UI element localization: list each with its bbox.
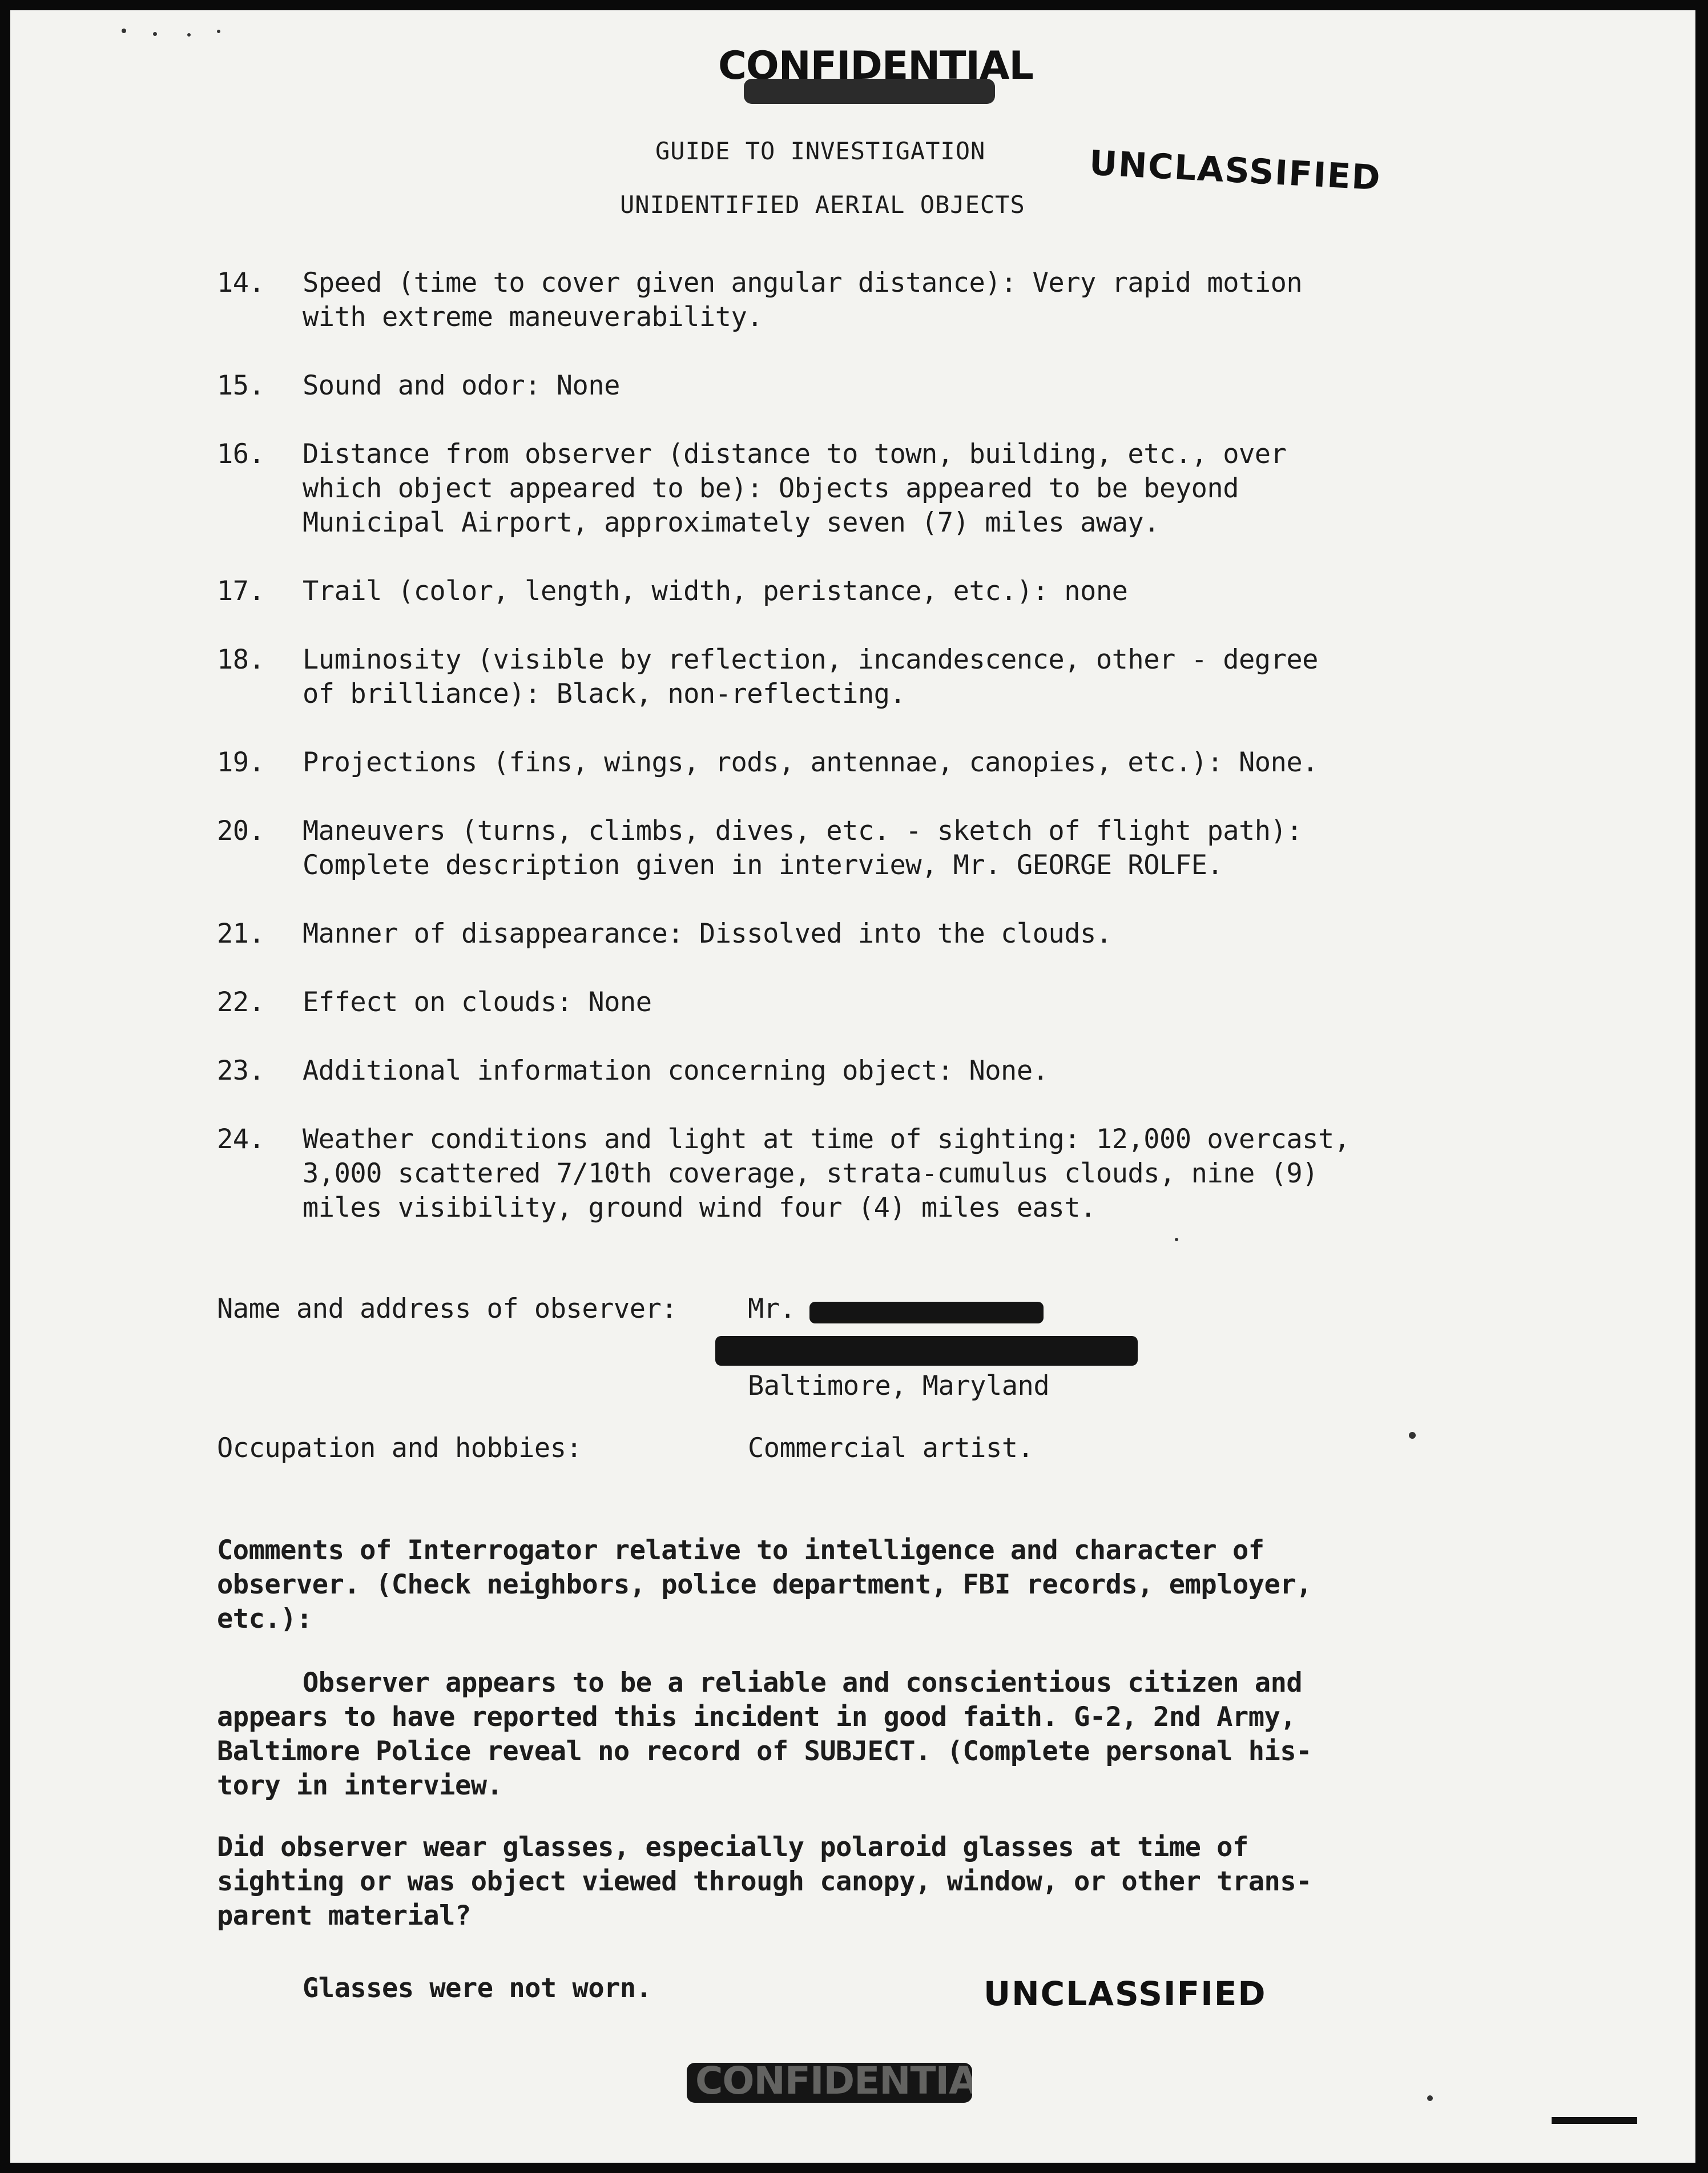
document-page xyxy=(10,10,1695,2163)
observer-city: Baltimore, Maryland xyxy=(748,1370,1050,1402)
document-subtitle: UNIDENTIFIED AERIAL OBJECTS xyxy=(620,191,1025,219)
scan-speck xyxy=(1409,1432,1416,1439)
item-text xyxy=(303,917,1112,951)
item-line: Speed (time to cover given angular distance): Very rapid motion xyxy=(303,267,1303,299)
item-line: Manner of disappearance: Dissolved into the clouds. xyxy=(303,918,1112,949)
item-number: 19. xyxy=(217,747,265,778)
scan-speck xyxy=(1175,1238,1178,1241)
item-number: 17. xyxy=(217,576,265,607)
occupation-label: Occupation and hobbies: xyxy=(217,1432,582,1464)
scan-speck xyxy=(153,32,157,36)
item-text xyxy=(303,574,1127,609)
unclassified-stamp-bottom: UNCLASSIFIED xyxy=(984,1974,1267,2013)
item-line: Weather conditions and light at time of sighting: 12,000 overcast, xyxy=(303,1124,1350,1155)
paragraph-line: observer. (Check neighbors, police department, FBI records, employer, xyxy=(217,1569,1312,1600)
confidential-stamp-bottom: CONFIDENTIAL xyxy=(695,2059,1001,2103)
item-text xyxy=(303,814,1302,883)
item-line: Municipal Airport, approximately seven (7) miles away. xyxy=(303,507,1160,538)
confidential-stamp-top: CONFIDENTIAL xyxy=(718,43,1033,88)
item-number: 16. xyxy=(217,438,265,470)
item-number: 15. xyxy=(217,370,265,401)
comments-question xyxy=(217,1534,1312,1636)
item-text xyxy=(303,1122,1350,1225)
scan-speck xyxy=(187,33,191,37)
paragraph-line: sighting or was object viewed through canopy, window, or other trans- xyxy=(217,1866,1312,1897)
item-number: 23. xyxy=(217,1055,265,1086)
item-number: 18. xyxy=(217,644,265,675)
item-line: Additional information concerning object: None. xyxy=(303,1055,1049,1086)
paragraph-line: Comments of Interrogator relative to intelligence and character of xyxy=(217,1535,1264,1566)
item-line: Sound and odor: None xyxy=(303,370,620,401)
item-line: with extreme maneuverability. xyxy=(303,301,763,333)
paragraph-line: appears to have reported this incident in good faith. G-2, 2nd Army, xyxy=(217,1701,1296,1733)
item-line: Complete description given in interview, Mr. GEORGE ROLFE. xyxy=(303,850,1223,881)
item-number: 22. xyxy=(217,987,265,1018)
paragraph-line: Did observer wear glasses, especially polaroid glasses at time of xyxy=(217,1832,1248,1863)
item-line: Distance from observer (distance to town, building, etc., over xyxy=(303,438,1287,470)
item-line: 3,000 scattered 7/10th coverage, strata-cumulus clouds, nine (9) xyxy=(303,1158,1318,1189)
item-text xyxy=(303,985,652,1020)
paragraph-line: Observer appears to be a reliable and conscientious citizen and xyxy=(303,1667,1303,1699)
item-text xyxy=(303,1054,1048,1088)
item-line: Trail (color, length, width, peristance, etc.): none xyxy=(303,576,1128,607)
item-number: 24. xyxy=(217,1124,265,1155)
observer-name-label: Name and address of observer: xyxy=(217,1293,678,1325)
item-line: which object appeared to be): Objects appeared to be beyond xyxy=(303,473,1239,504)
item-number: 21. xyxy=(217,918,265,949)
scan-speck xyxy=(217,30,220,33)
scan-speck xyxy=(1427,2095,1433,2101)
occupation-value: Commercial artist. xyxy=(748,1432,1034,1464)
document-title: GUIDE TO INVESTIGATION xyxy=(655,137,986,165)
redacted-observer-name xyxy=(809,1302,1044,1323)
observer-name-prefix: Mr. xyxy=(748,1293,796,1325)
item-line: Effect on clouds: None xyxy=(303,987,652,1018)
paragraph-line: Baltimore Police reveal no record of SUBJECT. (Complete personal his- xyxy=(217,1736,1312,1767)
item-text xyxy=(303,369,620,403)
item-line: Projections (fins, wings, rods, antennae, canopies, etc.): None. xyxy=(303,747,1318,778)
paragraph-line: parent material? xyxy=(217,1900,471,1931)
item-line: of brilliance): Black, non-reflecting. xyxy=(303,678,906,710)
item-text xyxy=(303,746,1318,780)
scan-speck xyxy=(122,29,126,33)
item-number: 14. xyxy=(217,267,265,299)
scan-bar xyxy=(1552,2117,1637,2124)
paragraph-line: etc.): xyxy=(217,1603,312,1635)
item-number: 20. xyxy=(217,815,265,847)
item-line: miles visibility, ground wind four (4) miles east. xyxy=(303,1192,1096,1224)
item-text xyxy=(303,643,1318,711)
item-line: Luminosity (visible by reflection, incandescence, other - degree xyxy=(303,644,1318,675)
paragraph-line: tory in interview. xyxy=(217,1770,503,1801)
glasses-question xyxy=(217,1830,1312,1933)
comments-answer xyxy=(217,1666,1312,1803)
item-text xyxy=(303,437,1286,540)
glasses-answer: Glasses were not worn. xyxy=(303,1973,652,2004)
redacted-observer-address xyxy=(715,1336,1138,1366)
item-text xyxy=(303,266,1302,335)
item-line: Maneuvers (turns, climbs, dives, etc. - sketch of flight path): xyxy=(303,815,1303,847)
unclassified-stamp-top: UNCLASSIFIED xyxy=(1088,143,1383,199)
